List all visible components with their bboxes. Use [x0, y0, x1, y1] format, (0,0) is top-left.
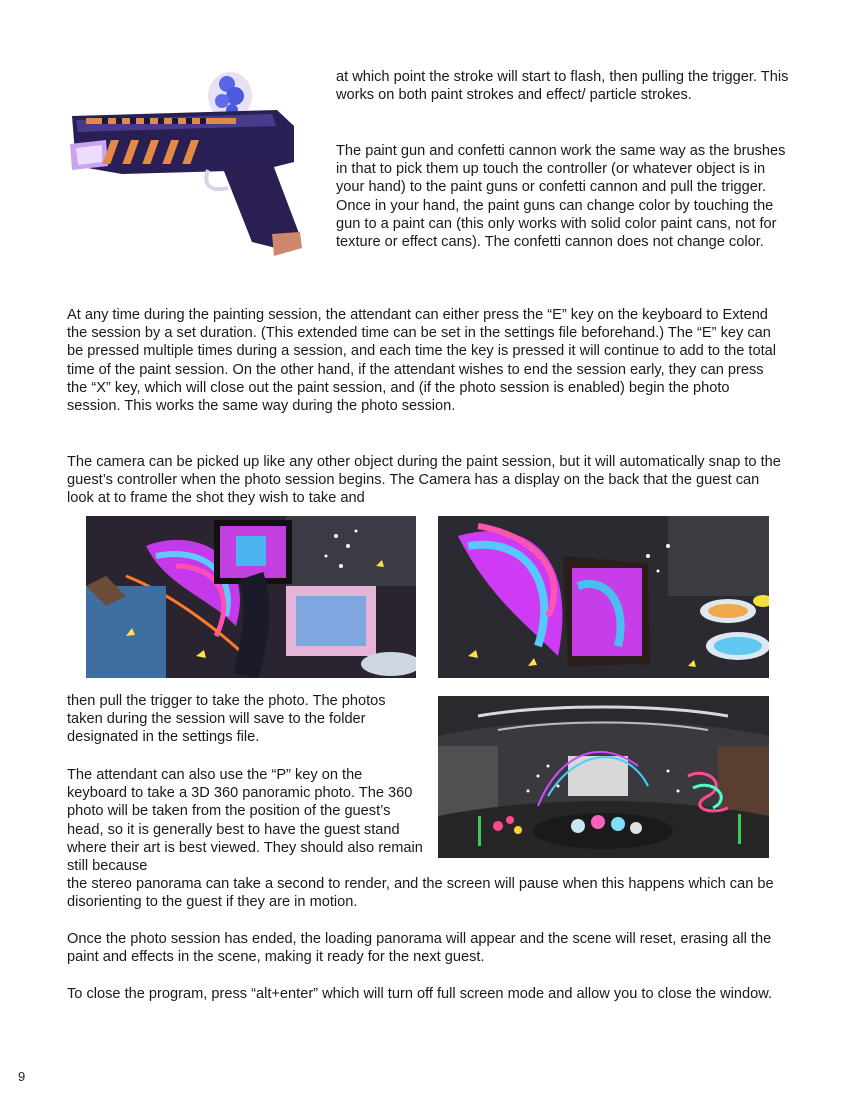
- page-number: 9: [18, 1069, 26, 1084]
- paragraph-extend-session: At any time during the painting session, the attendant can either press the “E” key on the keyboard to Extend the session by a set duration. (This extended time can be set in the settings file beforehand.) The “E” key can be pressed multiple times during a session, and each time the key is pressed it will continue to add to the total time of the paint session. On the other hand, if the attendant wishes to end the session early, they can press the “X” key, which will close out the paint session, and (if the photo session is enabled) begin the photo session. This works the same way during the photo session.: [67, 307, 776, 415]
- vr-camera-hand-screenshot: [86, 516, 416, 678]
- panorama-screenshot: [438, 696, 769, 858]
- paragraph-panorama: The attendant can also use the “P” key on the keyboard to take a 3D 360 panoramic photo. The 360 photo will be taken from the position of the guest’s head, so it is generally best to have the guest stand where their art is best viewed. They should also remain still because: [67, 767, 423, 875]
- paint-gun-image: [62, 66, 310, 266]
- paragraph-camera: The camera can be picked up like any other object during the paint session, but it will automatically snap to the guest’s controller when the photo session begins. The Camera has a display on the back that the guest can look at to frame the shot they wish to take and: [67, 454, 781, 507]
- paragraph-paint-gun: The paint gun and confetti cannon work the same way as the brushes in that to pick them up touch the controller (or whatever object is in your hand) to the paint guns or confetti cannon and pull the trigger. Once in your hand, the paint guns can change color by touching the gun to a paint can (this only works with solid color paint cans, not for texture or effect cans). The confetti cannon does not change color.: [336, 143, 786, 251]
- vr-camera-display-screenshot: [438, 516, 769, 678]
- vr-scene-illustration-1: [86, 516, 416, 678]
- paint-gun-illustration: [62, 66, 310, 266]
- paragraph-stereo-panorama: the stereo panorama can take a second to render, and the screen will pause when this happens which can be disorienting to the guest if they are in motion.: [67, 876, 774, 911]
- vr-scene-illustration-2: [438, 516, 769, 678]
- paragraph-reset-scene: Once the photo session has ended, the loading panorama will appear and the scene will reset, erasing all the paint and effects in the scene, making it ready for the next guest.: [67, 931, 772, 966]
- paragraph-pull-trigger: then pull the trigger to take the photo. The photos taken during the session will save to the folder designated in the settings file.: [67, 693, 386, 746]
- panorama-illustration: [438, 696, 769, 858]
- paragraph-close-program: To close the program, press “alt+enter” which will turn off full screen mode and allow you to close the window.: [67, 986, 773, 1002]
- paragraph-stroke-flash: at which point the stroke will start to flash, then pulling the trigger. This works on both paint strokes and effect/ particle strokes.: [336, 69, 789, 104]
